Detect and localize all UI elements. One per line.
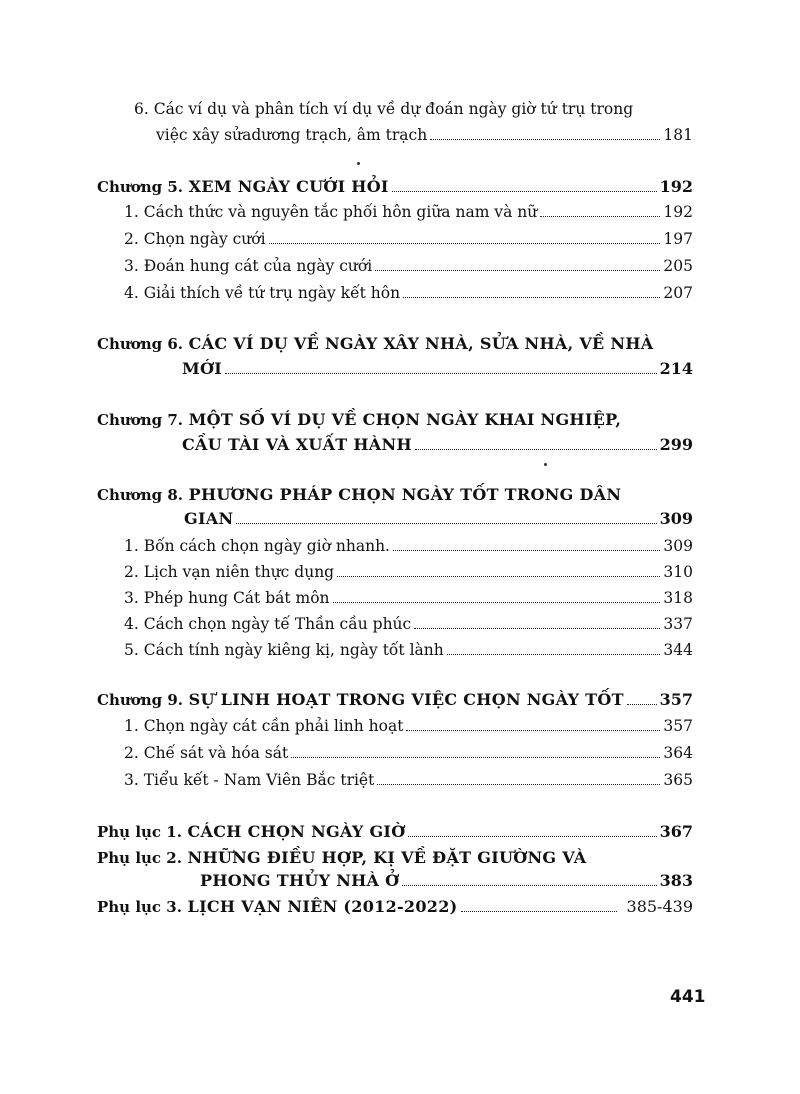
page-ref: 364	[663, 744, 693, 762]
toc-item-text: 5. Cách tính ngày kiêng kị, ngày tốt lành	[124, 641, 444, 659]
chapter-title: MỘT SỐ VÍ DỤ VỀ CHỌN NGÀY KHAI NGHIỆP,	[188, 410, 622, 429]
appendix-1-entry	[97, 822, 693, 842]
toc-entry	[124, 771, 693, 790]
dot-leader	[291, 757, 660, 758]
scan-speck	[544, 463, 547, 466]
page-ref: 207	[663, 284, 693, 302]
dot-leader	[408, 836, 656, 837]
chapter-6-entry	[182, 359, 693, 379]
chapter-label: Chương 8.	[97, 486, 184, 504]
dot-leader	[415, 449, 657, 450]
page-ref: 192	[663, 203, 693, 221]
chapter-5-entry	[97, 177, 693, 197]
dot-leader	[225, 373, 657, 374]
toc-entry	[124, 615, 693, 634]
page-ref: 344	[663, 641, 693, 659]
appendix-label: Phụ lục 1.	[97, 823, 182, 841]
chapter-8-heading	[97, 485, 621, 504]
chapter-6-heading	[97, 334, 653, 353]
dot-leader	[461, 911, 617, 912]
toc-entry	[124, 537, 693, 556]
toc-item-text: 1. Chọn ngày cát cần phải linh hoạt	[124, 717, 404, 735]
dot-leader	[540, 216, 660, 217]
page-ref: 309	[659, 509, 693, 528]
toc-item-text: 3. Đoán hung cát của ngày cưới	[124, 257, 373, 275]
dot-leader	[269, 243, 661, 244]
toc-entry	[124, 230, 693, 249]
appendix-2-entry	[200, 871, 693, 891]
dot-leader	[403, 297, 660, 298]
dot-leader	[333, 602, 661, 603]
toc-item-text: 2. Chế sát và hóa sát	[124, 744, 289, 762]
page-ref: 214	[659, 359, 693, 378]
page-ref: 318	[663, 589, 693, 607]
chapter-title-cont: CẦU TÀI VÀ XUẤT HÀNH	[182, 435, 412, 454]
page-number: 441	[670, 987, 706, 1007]
dot-leader	[377, 784, 660, 785]
page-ref: 337	[663, 615, 693, 633]
dot-leader	[236, 523, 656, 524]
chapter-label: Chương 5.	[97, 178, 184, 196]
toc-item-text: 4. Cách chọn ngày tế Thần cầu phúc	[124, 615, 412, 633]
toc-item-text: 1. Cách thức và nguyên tắc phối hôn giữa nam và nữ	[124, 203, 538, 221]
toc-item-text: 6. Các ví dụ và phân tích ví dụ về dự đoán ngày giờ tứ trụ trong	[134, 100, 634, 118]
toc-item-text: 1. Bốn cách chọn ngày giờ nhanh.	[124, 537, 390, 555]
appendix-title: NHỮNG ĐIỀU HỢP, KỊ VỀ ĐẶT GIƯỜNG VÀ	[187, 848, 587, 867]
toc-entry	[124, 641, 693, 660]
chapter-8-entry	[184, 509, 693, 529]
dot-leader	[393, 550, 660, 551]
dot-leader	[430, 139, 660, 140]
dot-leader	[406, 730, 660, 731]
chapter-label: Chương 7.	[97, 411, 184, 429]
toc-entry	[124, 257, 693, 276]
chapter-9-entry	[97, 690, 693, 710]
chapter-title: PHƯƠNG PHÁP CHỌN NGÀY TỐT TRONG DÂN	[188, 485, 622, 504]
appendix-2-heading	[97, 848, 586, 867]
dot-leader	[337, 576, 660, 577]
dot-leader	[375, 270, 660, 271]
chapter-label: Chương 6.	[97, 335, 184, 353]
toc-item-text: 2. Lịch vạn niên thực dụng	[124, 563, 335, 581]
toc-item-text: 3. Tiểu kết - Nam Viên Bắc triệt	[124, 771, 375, 789]
page-ref: 310	[663, 563, 693, 581]
dot-leader	[402, 885, 656, 886]
dot-leader	[447, 654, 661, 655]
toc-entry	[124, 744, 693, 763]
page-ref: 365	[663, 771, 693, 789]
dot-leader	[627, 704, 657, 705]
appendix-title: LỊCH VẠN NIÊN (2012-2022)	[187, 897, 458, 916]
page-ref: 197	[663, 230, 693, 248]
chapter-title: XEM NGÀY CƯỚI HỎI	[188, 177, 389, 196]
appendix-label: Phụ lục 3.	[97, 898, 182, 916]
page-ref: 181	[663, 126, 693, 144]
chapter-7-entry	[182, 435, 693, 455]
toc-entry	[124, 717, 693, 736]
scan-speck	[357, 162, 360, 165]
chapter-title-cont: GIAN	[184, 509, 234, 528]
toc-item-text: 4. Giải thích về tứ trụ ngày kết hôn	[124, 284, 401, 302]
chapter-title: CÁC VÍ DỤ VỀ NGÀY XÂY NHÀ, SỬA NHÀ, VỀ NHÀ	[188, 334, 654, 353]
toc-entry	[124, 589, 693, 608]
page-ref: 357	[663, 717, 693, 735]
appendix-label: Phụ lục 2.	[97, 849, 182, 867]
toc-item-text: 2. Chọn ngày cưới	[124, 230, 266, 248]
toc-item-text: việc xây sửadương trạch, âm trạch	[156, 126, 428, 144]
toc-entry	[124, 203, 693, 222]
page-ref: 383	[659, 871, 693, 890]
toc-entry	[124, 284, 693, 303]
page-ref: 367	[659, 822, 693, 841]
chapter-7-heading	[97, 410, 621, 429]
page-ref: 299	[659, 435, 693, 454]
page-ref: 309	[663, 537, 693, 555]
appendix-3-entry	[97, 897, 693, 917]
toc-entry	[156, 126, 693, 145]
chapter-title-cont: MỚI	[182, 359, 223, 378]
page-ref: 385-439	[626, 897, 693, 916]
page-ref: 357	[659, 690, 693, 709]
dot-leader	[392, 191, 657, 192]
dot-leader	[414, 628, 660, 629]
page-ref: 205	[663, 257, 693, 275]
chapter-label: Chương 9.	[97, 691, 184, 709]
chapter-title: SỰ LINH HOẠT TRONG VIỆC CHỌN NGÀY TỐT	[188, 690, 624, 709]
page-ref: 192	[659, 177, 693, 196]
toc-item-text: 3. Phép hung Cát bát môn	[124, 589, 330, 607]
appendix-title-cont: PHONG THỦY NHÀ Ở	[200, 871, 400, 890]
toc-entry	[124, 563, 693, 582]
appendix-title: CÁCH CHỌN NGÀY GIỜ	[187, 822, 406, 841]
